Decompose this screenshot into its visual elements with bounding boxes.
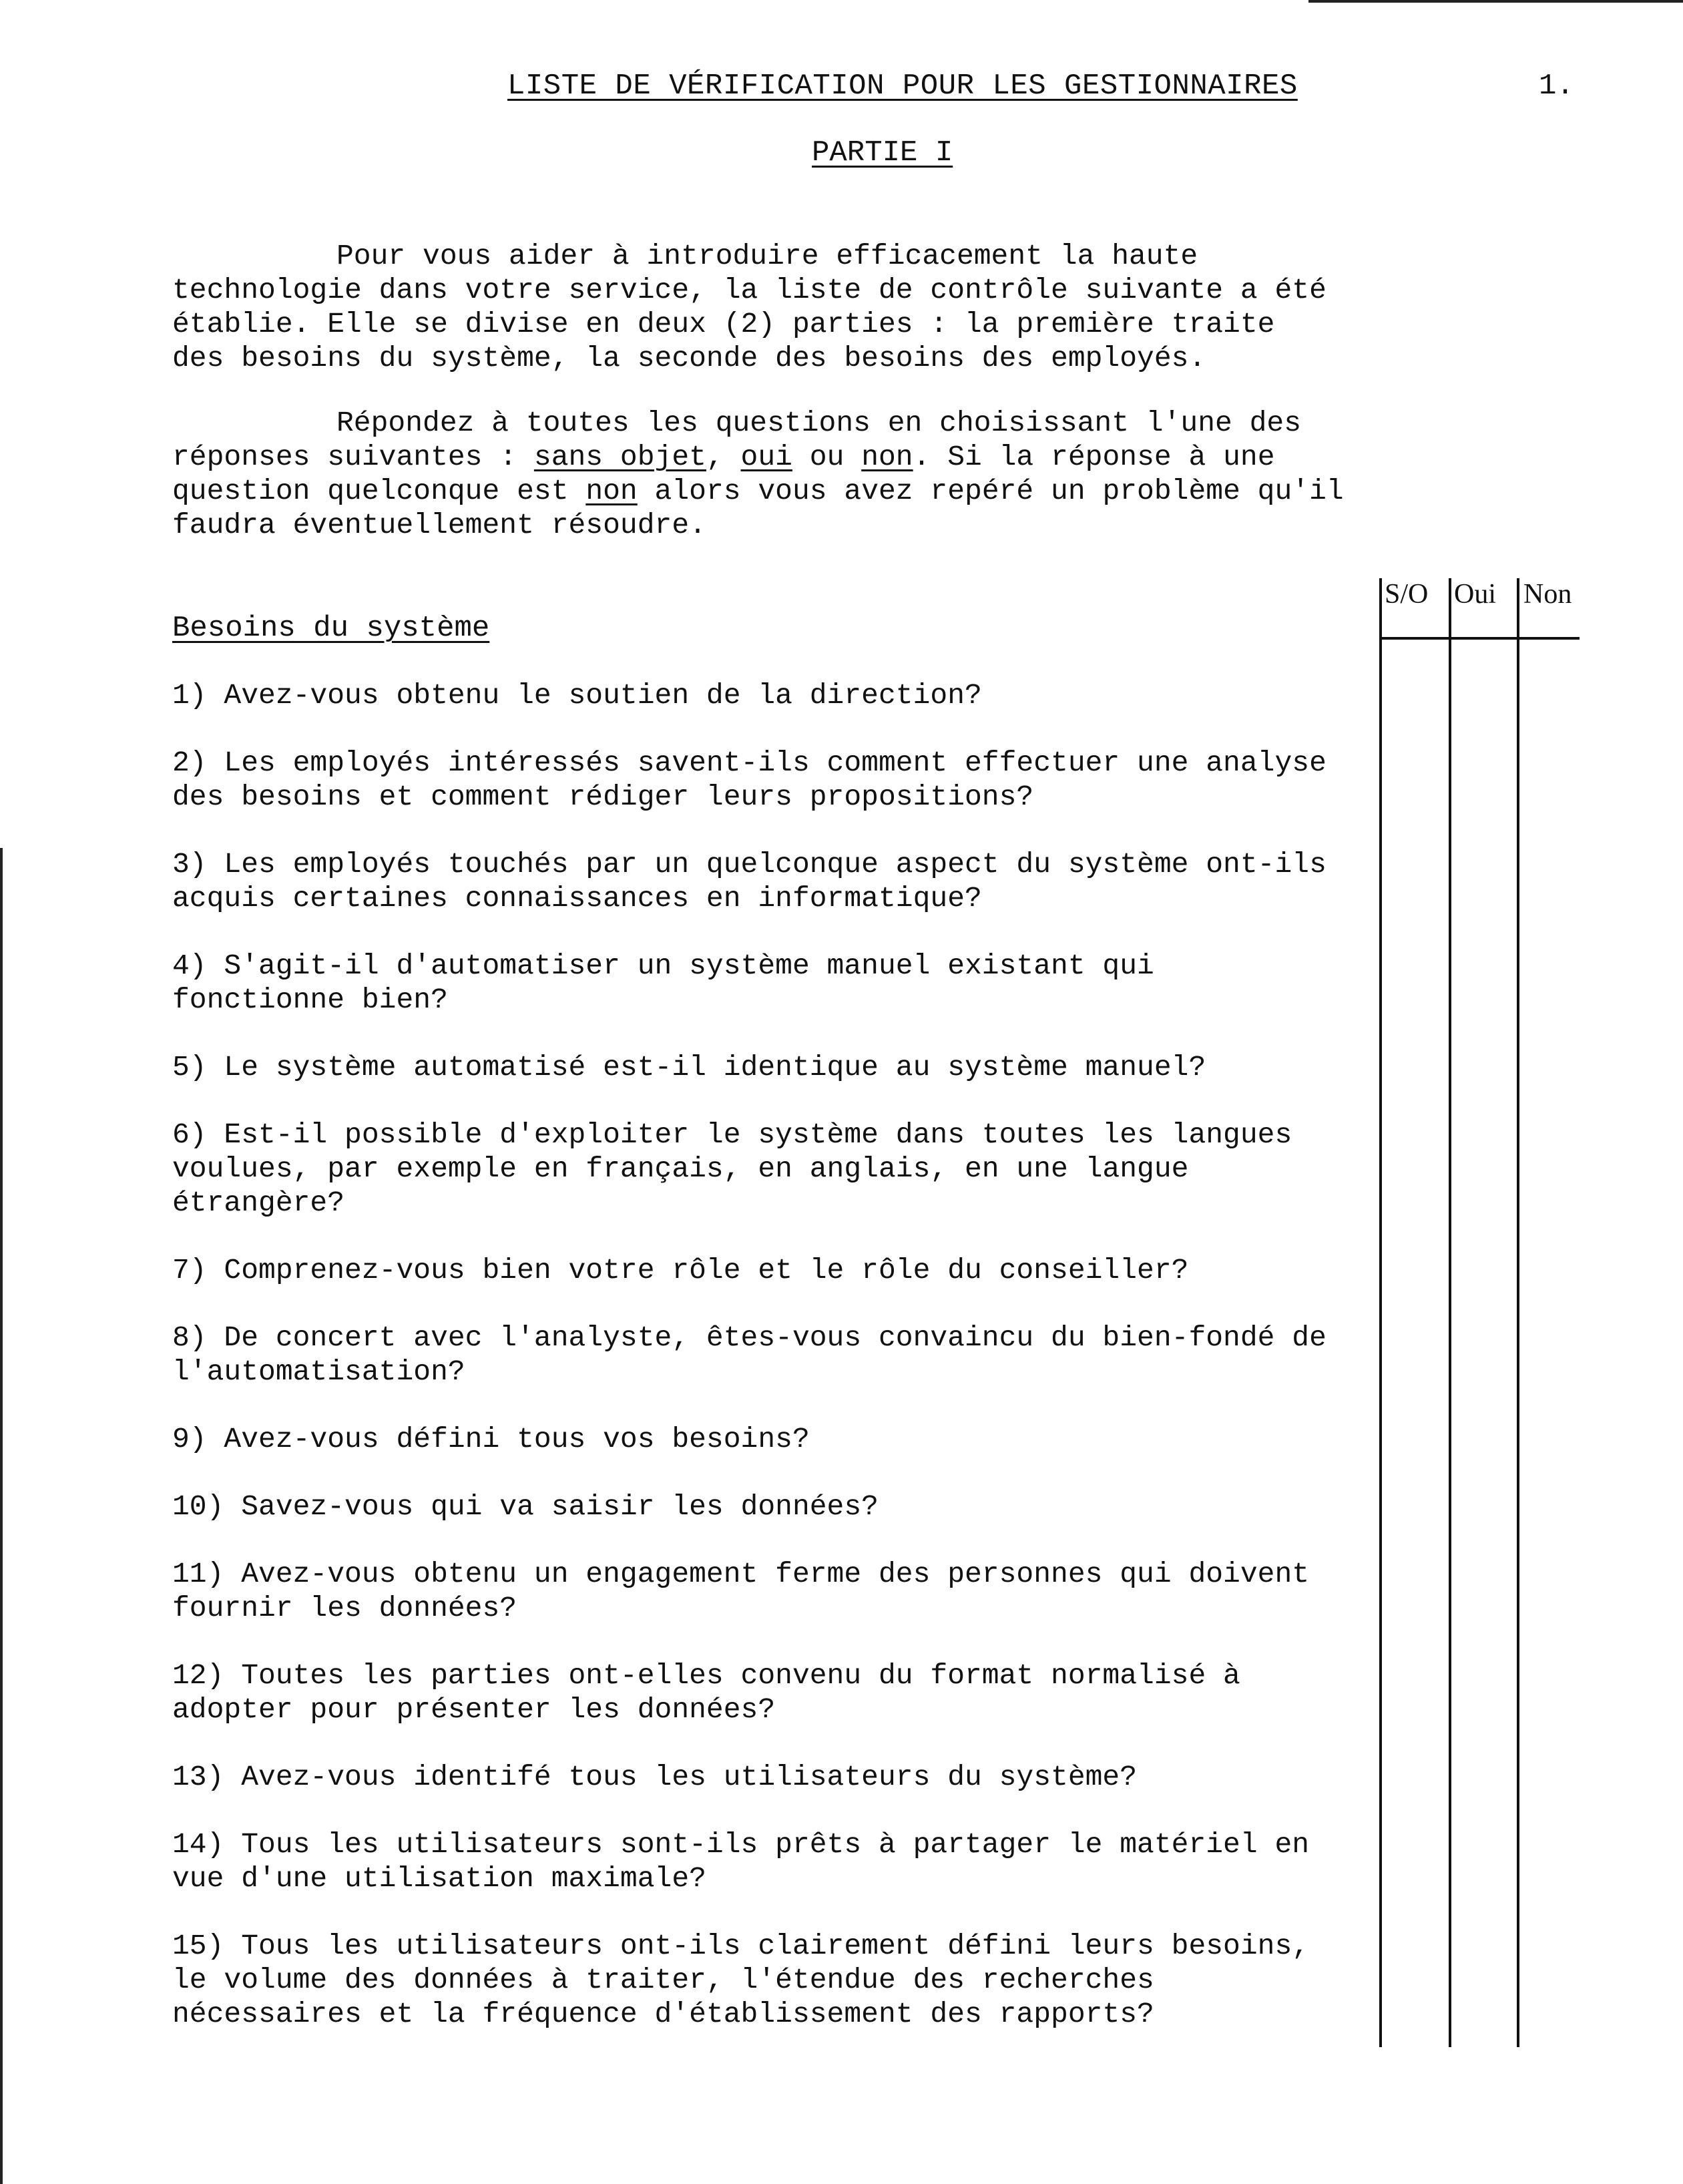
scan-edge-top: [1308, 0, 1683, 3]
option-sans-objet: sans objet: [533, 441, 706, 473]
document-title: LISTE DE VÉRIFICATION POUR LES GESTIONNAIRES: [507, 69, 1298, 103]
checklist-item: 7) Comprenez-vous bien votre rôle et le rôle du conseiller?: [172, 1254, 1189, 1287]
intro-p2-sep: ou: [792, 441, 862, 473]
scan-edge-left: [0, 848, 3, 2184]
intro-paragraph-2: [172, 406, 1347, 542]
checklist-item: 15) Tous les utilisateurs ont-ils clairement défini leurs besoins, le volume des données à traiter, l'étendue des recherches nécessaires et la fréquence d'établissement des rapports?: [172, 1930, 1310, 2030]
column-header-oui: Oui: [1454, 579, 1496, 610]
checklist-item: 9) Avez-vous défini tous vos besoins?: [172, 1423, 810, 1456]
checklist-item: 14) Tous les utilisateurs sont-ils prêts à partager le matériel en vue d'une utilisation maximale?: [172, 1828, 1310, 1895]
option-non: non: [861, 441, 913, 473]
intro-paragraph-1: [172, 239, 1347, 375]
checklist-item: 5) Le système automatisé est-il identique au système manuel?: [172, 1051, 1206, 1084]
intro-paragraph-1-text: Pour vous aider à introduire efficacement la haute technologie dans votre service, la liste de contrôle suivante a été établie. Elle se divise en deux (2) parties : la première traite des besoins du système, la seconde des besoins des employés.: [172, 240, 1327, 375]
column-divider: [1517, 578, 1519, 2047]
checklist-item: 2) Les employés intéressés savent-ils comment effectuer une analyse des besoins et comment rédiger leurs propositions?: [172, 746, 1327, 813]
column-divider: [1379, 578, 1382, 2047]
checklist-item: 3) Les employés touchés par un quelconque aspect du système ont-ils acquis certaines connaissances en informatique?: [172, 848, 1327, 915]
intro-p2-part-a: Répondez à toutes les questions en choisissant l'une des réponses suivantes :: [172, 407, 1302, 473]
page-number: 1.: [1539, 69, 1574, 103]
checklist-item: 10) Savez-vous qui va saisir les données?: [172, 1490, 879, 1523]
column-header-non: Non: [1523, 579, 1572, 610]
intro-p2-sep: ,: [706, 441, 741, 473]
checklist-item: 1) Avez-vous obtenu le soutien de la direction?: [172, 679, 982, 712]
checklist-item: 4) S'agit-il d'automatiser un système manuel existant qui fonctionne bien?: [172, 949, 1154, 1016]
part-heading: PARTIE I: [812, 136, 953, 170]
checklist-item: 12) Toutes les parties ont-elles convenu du format normalisé à adopter pour présenter les données?: [172, 1659, 1240, 1726]
column-header-rule: [1379, 637, 1580, 640]
column-divider: [1449, 578, 1451, 2047]
section-heading: Besoins du système: [172, 612, 490, 645]
emphasis-non: non: [585, 475, 638, 507]
checklist: [172, 678, 1347, 2064]
intro-p2-part-b: . Si la réponse à une question quelconque est: [172, 441, 1275, 507]
checklist-item: 6) Est-il possible d'exploiter le système dans toutes les langues voulues, par exemple en français, en anglais, en une langue étrangère?: [172, 1118, 1292, 1219]
checklist-item: 8) De concert avec l'analyste, êtes-vous convaincu du bien-fondé de l'automatisation?: [172, 1321, 1327, 1388]
intro-p2-part-c: alors vous avez repéré un problème qu'il faudra éventuellement résoudre.: [172, 475, 1344, 541]
checklist-item: 13) Avez-vous identifé tous les utilisateurs du système?: [172, 1761, 1138, 1793]
option-oui: oui: [740, 441, 792, 473]
column-header-so: S/O: [1385, 579, 1429, 610]
checklist-item: 11) Avez-vous obtenu un engagement ferme des personnes qui doivent fournir les données?: [172, 1558, 1310, 1624]
